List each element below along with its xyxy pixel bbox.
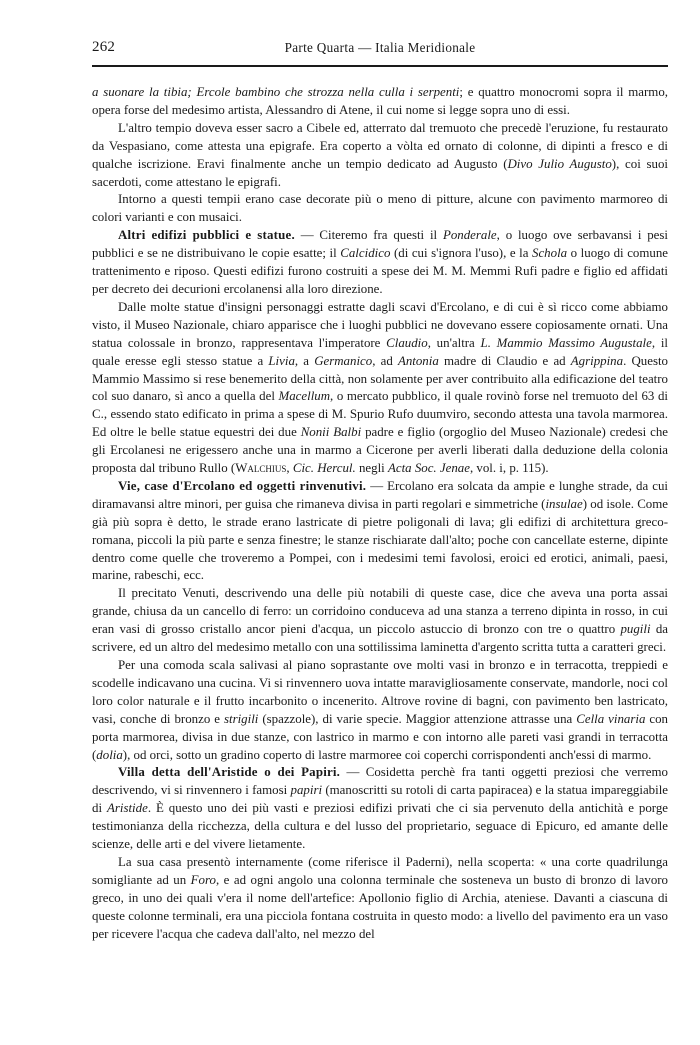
section-heading: Altri edifizi pubblici e statue. xyxy=(118,228,295,243)
text-run: (spazzole), di varie specie. Maggior attenzione attrasse una xyxy=(258,711,577,726)
italic-term: Aristide xyxy=(106,801,148,816)
italic-term: dolia xyxy=(96,747,123,762)
text-run: con porta marmorea, divisa in due stanze, con lastrico in marmo e con intorno alle pareti vasi grandi in terracotta ( xyxy=(92,711,669,762)
paragraph xyxy=(92,299,668,478)
text-run: da scrivere, ed un altro del medesimo metallo con una sottilissima laminetta d'argento scritta tutta a caratteri greci. xyxy=(92,622,668,655)
italic-term: Nonii Balbi xyxy=(300,425,362,440)
italic-term: Foro xyxy=(190,872,216,887)
running-header xyxy=(92,37,668,61)
italic-term: papiri xyxy=(290,783,323,798)
text-run: ) od isole. Come già più sopra è detto, le strade erano lastricate di pietre poligonali di lava; gli edifizi di architettura greco-romana, piccoli la più parte e senza finestre; le stanze rischiarate dall'alto; poche con cancellate esterne, dipinte dentro come quelle che troveremo a Pompei, con i medesimi temi favolosi, eroici ed erotici, animali, paesi, marine, rabeschi, ecc. xyxy=(92,496,669,583)
body-text xyxy=(92,84,668,944)
text-run: Intorno a questi tempii erano case decorate più o meno di pitture, alcune con pavimento marmoreo di colori varianti e con musaici. xyxy=(92,192,668,225)
header-rule xyxy=(92,65,668,67)
text-run: Dalle molte statue d'insigni personaggi estratte dagli scavi d'Ercolano, e di cui è sì ricco come abbiamo visto, il Museo Nazionale, chiaro apparisce che i luoghi pubblici ne dovevano essere copiosamente ornati. Una statua colossale in bronzo, rappresentava l'imperatore xyxy=(92,299,668,350)
italic-term: Livia xyxy=(268,353,295,368)
paragraph xyxy=(92,764,668,854)
italic-term: Ponderale xyxy=(442,228,497,243)
italic-term: insulae xyxy=(545,496,583,511)
italic-term: L. Mammio Massimo Augustale xyxy=(480,335,652,350)
section-heading: Villa detta dell'Aristide o dei Papiri. xyxy=(118,765,341,780)
text-run: ), coi suoi sacerdoti, come attestano le epigrafi. xyxy=(92,156,668,189)
text-run: , vol. i, p. 115). xyxy=(469,461,549,476)
italic-term: Divo Julio Augusto xyxy=(507,156,612,171)
text-run: — Ercolano era solcata da ampie e lunghe strade, da cui diramavansi altre minori, per guisa che rimaneva divisa in parti regolari e simmetriche ( xyxy=(92,478,668,511)
page-number: 262 xyxy=(92,39,116,55)
text-run: Il precitato Venuti, descrivendo una delle più notabili di queste case, dice che aveva una porta assai grande, chiusa da un cancello di ferro: un corridoino conduceva ad una stanza a terreno dipinta in rosso, in cui eran vasi di grosso cristallo ancor pieni d'acqua, un piccolo astuccio di bronzo con tre o quattro xyxy=(92,586,668,637)
italic-term: pugili xyxy=(620,622,651,637)
italic-term: Macellum xyxy=(278,389,331,404)
italic-term: Cella vinaria xyxy=(576,711,646,726)
italic-term: a suonare la tibia; Ercole bambino che strozza nella culla i serpenti xyxy=(92,85,460,99)
text-run: ), od orci, sotto un gradino coperto di lastre marmoree coi coperchi corrispondenti anch'essi di marmo. xyxy=(122,747,652,762)
italic-term: Claudio xyxy=(386,335,428,350)
text-run: , e ad ogni angolo una colonna terminale che sosteneva un busto di bronzo di lavoro greco, in uno dei quali v'era il nome dell'artefice: Apollonio figlio di Archia, ateniese. Davanti a ciascuna di queste colonne terminali, era una picciola fontana costruita in questo modo: a livello del pavimento era un vaso per ricevere l'acqua che cadeva dall'alto, nel mezzo del xyxy=(92,872,669,941)
paragraph xyxy=(92,854,668,944)
author-name: Walchius xyxy=(235,461,287,476)
text-run: , o luogo ove serbavansi i pesi pubblici e se ne distribuivano le copie esatte; il xyxy=(92,228,669,261)
text-run: Per una comoda scala salivasi al piano soprastante ove molti vasi in bronzo e in terracotta, treppiedi e scodelle indicavano una cucina. Vi si rinvennero uova intatte maravigliosamente conservate, mandorle, noci col loro color naturale e il frutto incarbonito o incenerito. Altrove rovine di bagni, con pavimento ben lastricato, vasi, conche di bronzo e xyxy=(92,658,668,726)
paragraph xyxy=(92,657,668,764)
italic-term: Acta Soc. Jenae xyxy=(387,461,470,476)
paragraph xyxy=(92,585,668,657)
text-run: , a xyxy=(294,353,315,368)
italic-term: strigili xyxy=(223,711,259,726)
text-run: padre e figlio (orgoglio del Museo Nazionale) credesi che gli Ercolanesi ne erigessero anche una in marmo a Cicerone per averli liberati dalla deduzione della colonia proposta dal tribuno Rullo ( xyxy=(92,425,669,476)
text-run: o luogo di comune trattenimento e riposo. Questi edifizi furono costruiti a spese dei M. M. Memmi Rufi padre e figlio ed affidati per decreto dei decurioni ercolanensi alla loro direzione. xyxy=(92,246,668,296)
text-run: , un'altra xyxy=(427,335,481,350)
text-run: . Questo Mammio Massimo si rese benemerito della città, non solamente per aver contribuito alla edificazione del teatro col suo danaro, sì anco a quella del xyxy=(92,353,668,404)
section-heading: Vie, case d'Ercolano ed oggetti rinvenutivi. xyxy=(118,478,367,493)
text-run: ; e quattro monocromi sopra il marmo, opera forse del medesimo artista, Alessandro di Atene, il cui nome si legge sopra uno di essi. xyxy=(92,85,668,117)
text-run: (di cui s'ignora l'uso), e la xyxy=(390,246,533,261)
text-run: La sua casa presentò internamente (come riferisce il Paderni), nella scoperta: « una corte quadrilunga somigliante ad un xyxy=(92,854,668,887)
text-run: , xyxy=(286,461,293,476)
text-run: , o mercato pubblico, il quale rovinò forse nel tremuoto del 63 di C., essendo stato edificato in prima a spese di M. Spurio Rufo duumviro, secondo attesta una tavola marmorea. Ed oltre le belle statue equestri dei due xyxy=(92,389,668,440)
italic-term: Schola xyxy=(532,246,568,261)
running-title: Parte Quarta — Italia Meridionale xyxy=(284,40,476,55)
italic-term: Calcidico xyxy=(340,246,391,261)
text-run: , il quale eresse egli stesso statue a xyxy=(92,335,669,368)
paragraph xyxy=(92,84,668,120)
italic-term: Germanico xyxy=(314,353,373,368)
text-run: , ad xyxy=(372,353,398,368)
text-run: . È questo uno dei più vasti e preziosi edifizi privati che ci sia pervenuto della antichità e porge testimonianza della ricchezza, della cultura e del lusso del proprietario, seguace di Epicuro, ed amante delle scienze, delle arti e del vivere lietamente. xyxy=(92,801,669,852)
paragraph xyxy=(92,120,668,192)
text-run: — Cosidetta perchè fra tanti oggetti preziosi che verremo descrivendo, vi si rinvennero i famosi xyxy=(92,765,668,798)
paragraph xyxy=(92,227,668,299)
text-run: negli xyxy=(355,461,388,476)
paragraph xyxy=(92,191,668,227)
italic-term: Antonia xyxy=(397,353,439,368)
italic-term: Agrippina xyxy=(570,353,624,368)
text-run: L'altro tempio doveva esser sacro a Cibele ed, atterrato dal tremuoto che precedè l'eruzione, fu restaurato da Vespasiano, come attesta una epigrafe. Era coperto a vòlta ed ornato di colonne, di dipinti a fresco e di qualche iscrizione. Eravi finalmente anche un tempio dedicato ad Augusto ( xyxy=(92,120,668,171)
paragraph xyxy=(92,478,668,585)
text-run: — Citeremo fra questi il xyxy=(294,228,443,243)
text-run: (manoscritti su rotoli di carta papiracea) e la statua impareggiabile di xyxy=(92,783,669,816)
italic-term: Cic. Hercul. xyxy=(292,461,356,476)
text-run: madre di Claudio e ad xyxy=(438,353,571,368)
